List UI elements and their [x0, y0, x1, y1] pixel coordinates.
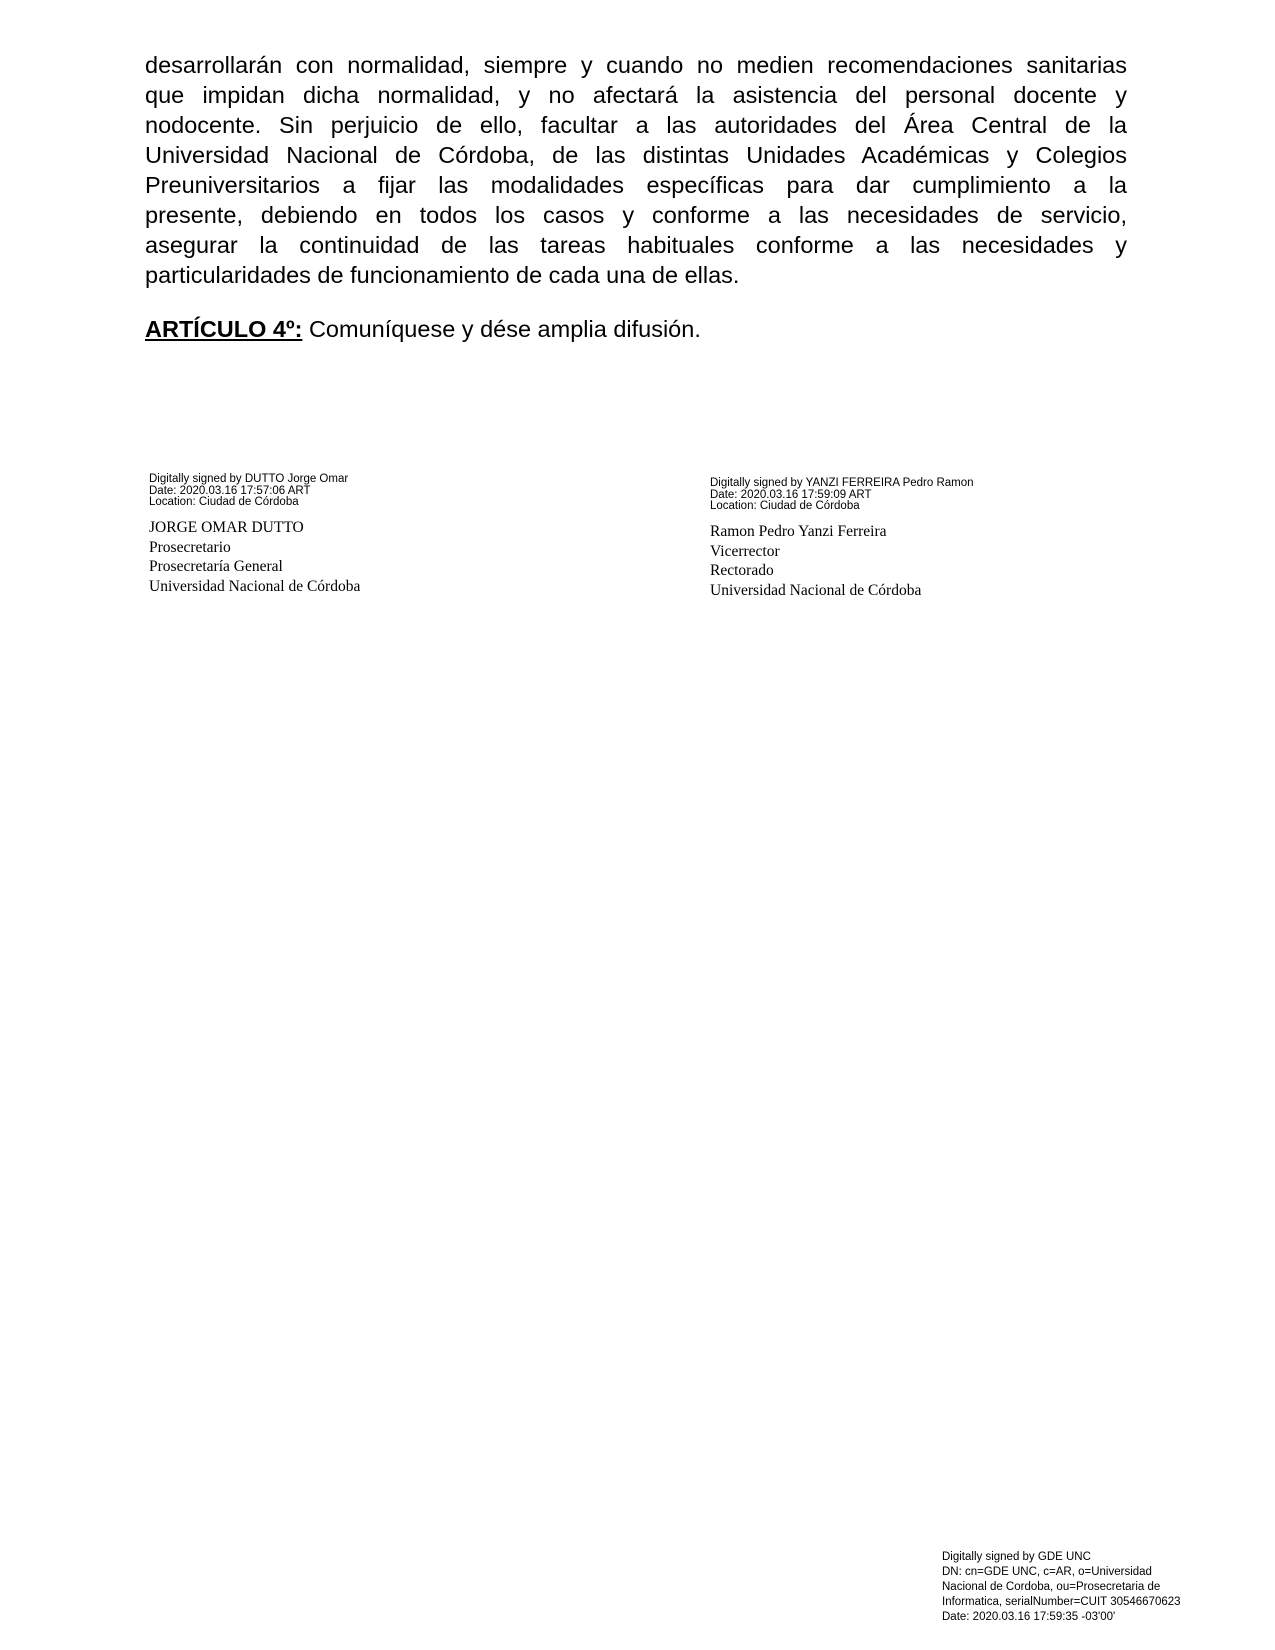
body-line: desarrollarán con normalidad, siempre y cuando no medien recomendaciones sanitarias: [145, 52, 1127, 78]
signature-2-signed-by: Digitally signed by YANZI FERREIRA Pedro Ramon: [710, 477, 974, 489]
signature-2-title: Vicerrector: [710, 542, 780, 560]
body-line: que impidan dicha normalidad, y no afectará la asistencia del personal docente y: [145, 82, 1127, 108]
signature-2-date: Date: 2020.03.16 17:59:09 ART: [710, 488, 872, 501]
body-line: asegurar la continuidad de las tareas habituales conforme a las necesidades y: [145, 232, 1127, 258]
signature-2-signer: [710, 522, 921, 600]
signature-2-metadata: [710, 478, 974, 513]
gde-stamp-line: Date: 2020.03.16 17:59:35 -03'00': [942, 1611, 1116, 1623]
body-line: nodocente. Sin perjuicio de ello, facultar a las autoridades del Área Central de la: [145, 112, 1127, 138]
body-line: particularidades de funcionamiento de cada una de ellas.: [145, 262, 740, 288]
signature-1-location: Location: Ciudad de Córdoba: [149, 496, 299, 508]
body-line: Preuniversitarios a fijar las modalidades específicas para dar cumplimiento a la: [145, 172, 1127, 198]
gde-stamp-line: DN: cn=GDE UNC, c=AR, o=Universidad: [942, 1566, 1152, 1578]
gde-digital-stamp: [942, 1550, 1181, 1625]
body-line: Universidad Nacional de Córdoba, de las distintas Unidades Académicas y Colegios: [145, 142, 1127, 168]
body-paragraph: [145, 50, 1127, 290]
body-line: presente, debiendo en todos los casos y conforme a las necesidades de servicio,: [145, 202, 1127, 228]
signature-1-date: Date: 2020.03.16 17:57:06 ART: [149, 484, 311, 497]
signature-1-office: Prosecretaría General: [149, 558, 283, 575]
gde-stamp-line: Informatica, serialNumber=CUIT 30546670623: [942, 1596, 1181, 1608]
signature-2-name: Ramon Pedro Yanzi Ferreira: [710, 523, 887, 540]
signature-1-signer: [149, 518, 360, 596]
article-4-label: ARTÍCULO 4º:: [145, 316, 303, 342]
signature-1-title: Prosecretario: [149, 538, 231, 556]
article-4: [145, 314, 701, 344]
signature-1-institution: Universidad Nacional de Córdoba: [149, 577, 361, 595]
gde-stamp-line: Nacional de Cordoba, ou=Prosecretaria de: [942, 1581, 1161, 1593]
gde-stamp-line: Digitally signed by GDE UNC: [942, 1551, 1091, 1563]
signature-2-office: Rectorado: [710, 562, 774, 579]
signature-1-name: JORGE OMAR DUTTO: [149, 519, 304, 536]
signature-2-institution: Universidad Nacional de Córdoba: [710, 581, 922, 599]
article-4-text: Comuníquese y dése amplia difusión.: [302, 316, 701, 342]
signature-1-signed-by: Digitally signed by DUTTO Jorge Omar: [149, 473, 349, 485]
signature-1-metadata: [149, 474, 348, 509]
signature-2-location: Location: Ciudad de Córdoba: [710, 500, 860, 512]
